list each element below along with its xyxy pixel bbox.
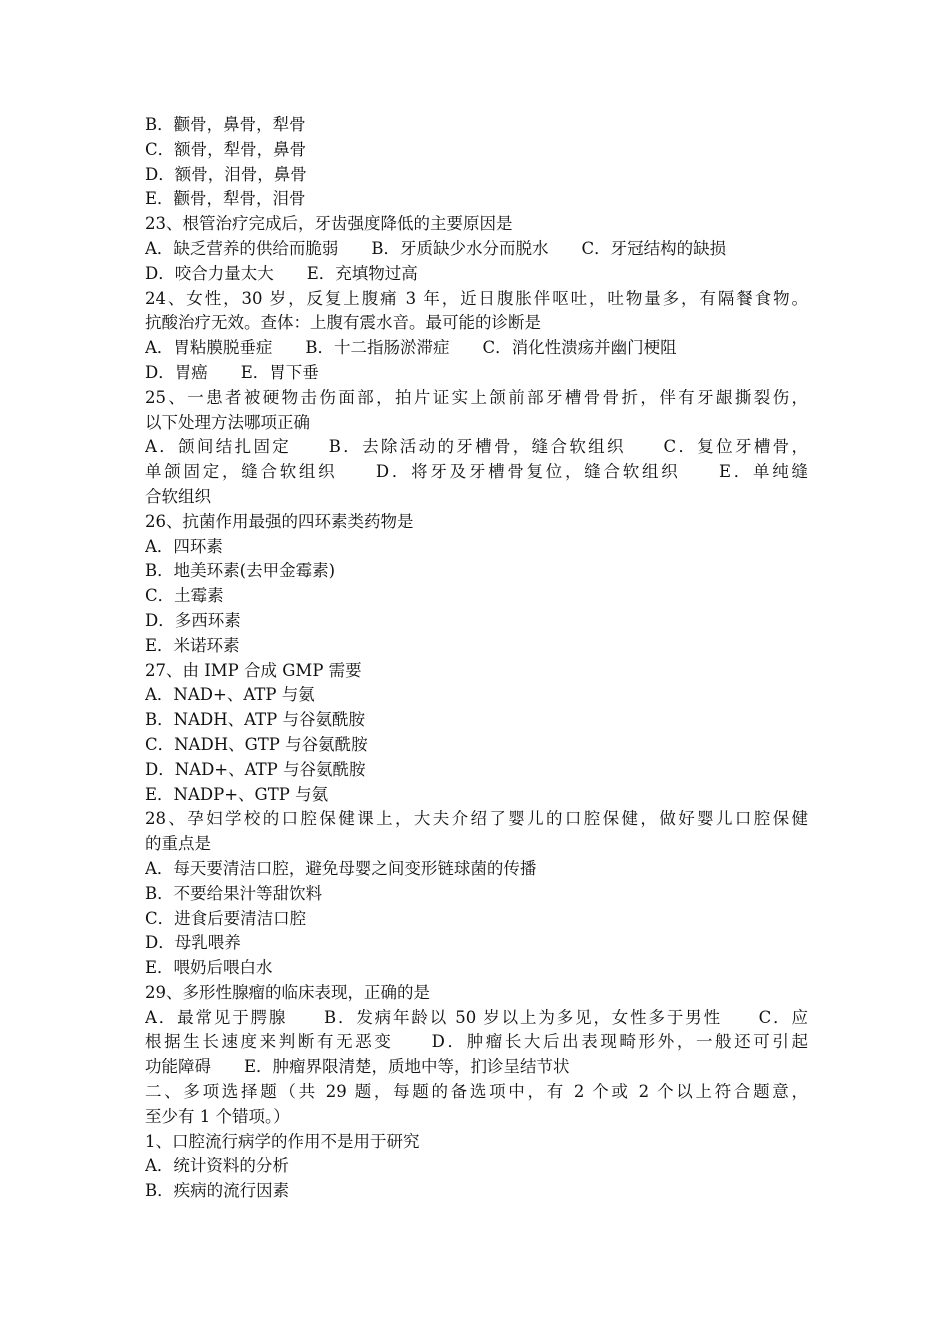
- document-page: [145, 113, 808, 1204]
- section-heading: 二、多项选择题（共 29 题，每题的备选项中，有 2 个或 2 个以上符合题意，: [145, 1082, 808, 1102]
- option-line: C．土霉素: [145, 586, 224, 606]
- option-line: A．统计资料的分析: [145, 1156, 289, 1176]
- question-24-cont: 抗酸治疗无效。查体：上腹有震水音。最可能的诊断是: [145, 313, 541, 333]
- question-27: 27、由 IMP 合成 GMP 需要: [145, 660, 362, 680]
- option-line: D．母乳喂养: [145, 933, 241, 953]
- question-28: 28、孕妇学校的口腔保健课上，大夫介绍了婴儿的口腔保健，做好婴儿口腔保健: [145, 809, 808, 829]
- option-line: D．额骨，泪骨，鼻骨: [145, 164, 307, 184]
- option-line: B．NADH、ATP 与谷氨酰胺: [145, 710, 365, 730]
- question-28-cont: 的重点是: [145, 834, 211, 854]
- option-line: 功能障碍 E．肿瘤界限清楚，质地中等，扪诊呈结节状: [145, 1057, 570, 1077]
- question-23: 23、根管治疗完成后，牙齿强度降低的主要原因是: [145, 214, 513, 234]
- option-line: E．颧骨，犁骨，泪骨: [145, 189, 306, 209]
- option-line: E．米诺环素: [145, 635, 240, 655]
- option-line: D．NAD+、ATP 与谷氨酰胺: [145, 759, 366, 779]
- option-line: A．四环素: [145, 536, 223, 556]
- option-line: B．疾病的流行因素: [145, 1181, 290, 1201]
- option-line: 合软组织: [145, 486, 211, 506]
- option-line: C．额骨，犁骨，鼻骨: [145, 139, 307, 159]
- option-line: A．NAD+、ATP 与氨: [145, 685, 315, 705]
- option-line: A．颌间结扎固定 B．去除活动的牙槽骨，缝合软组织 C．复位牙槽骨，: [145, 437, 808, 457]
- question-29: 29、多形性腺瘤的临床表现，正确的是: [145, 982, 430, 1002]
- option-line: D．咬合力量太大 E．充填物过高: [145, 263, 418, 283]
- option-line: 根据生长速度来判断有无恶变 D．肿瘤长大后出表现畸形外，一般还可引起: [145, 1032, 808, 1052]
- option-line: E．喂奶后喂白水: [145, 958, 273, 978]
- option-line: D．胃癌 E．胃下垂: [145, 362, 319, 382]
- question-1: 1、口腔流行病学的作用不是用于研究: [145, 1131, 420, 1151]
- option-line: B．颧骨，鼻骨，犁骨: [145, 115, 306, 134]
- option-line: 单颌固定，缝合软组织 D．将牙及牙槽骨复位，缝合软组织 E．单纯缝: [145, 462, 808, 482]
- question-26: 26、抗菌作用最强的四环素类药物是: [145, 511, 414, 531]
- option-line: E．NADP+、GTP 与氨: [145, 784, 329, 804]
- option-line: C．NADH、GTP 与谷氨酰胺: [145, 734, 368, 754]
- option-line: A．胃粘膜脱垂症 B．十二指肠淤滞症 C．消化性溃疡并幽门梗阻: [145, 338, 677, 358]
- option-line: C．进食后要清洁口腔: [145, 908, 307, 928]
- option-line: D．多西环素: [145, 610, 241, 630]
- section-heading-cont: 至少有 1 个错项。）: [145, 1106, 290, 1126]
- option-line: A．每天要清洁口腔，避免母婴之间变形链球菌的传播: [145, 858, 537, 878]
- question-24: 24、女性，30 岁，反复上腹痛 3 年，近日腹胀伴呕吐，吐物量多，有隔餐食物。: [145, 288, 808, 308]
- question-25-cont: 以下处理方法哪项正确: [145, 412, 310, 432]
- option-line: A．最常见于腭腺 B．发病年龄以 50 岁以上为多见，女性多于男性 C．应: [145, 1007, 808, 1027]
- question-25: 25、一患者被硬物击伤面部，拍片证实上颌前部牙槽骨骨折，伴有牙龈撕裂伤，: [145, 387, 808, 407]
- option-line: A．缺乏营养的供给而脆弱 B．牙质缺少水分而脱水 C．牙冠结构的缺损: [145, 238, 727, 258]
- option-line: B．不要给果汁等甜饮料: [145, 883, 323, 903]
- option-line: B．地美环素(去甲金霉素): [145, 561, 335, 581]
